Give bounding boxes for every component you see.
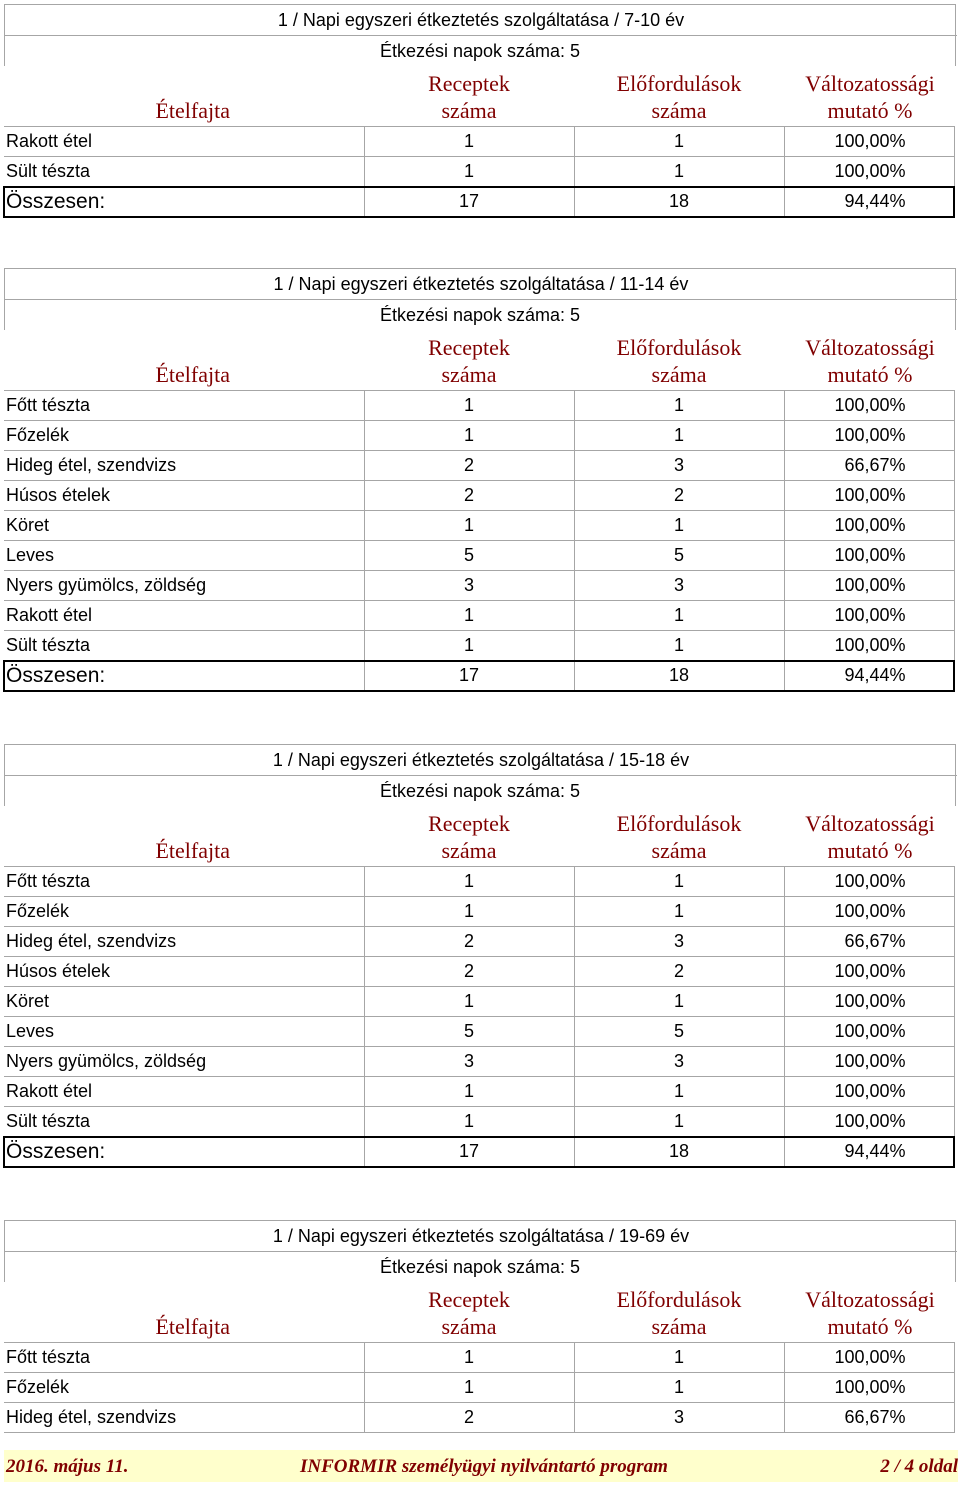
occurrences-cell: 2 [574,957,784,987]
variety-cell: 100,00% [784,1047,954,1077]
table-row [4,1017,954,1047]
table-row [4,927,954,957]
data-table [4,866,955,1167]
food-type-cell: Rakott étel [4,601,364,631]
variety-cell: 100,00% [784,1017,954,1047]
total-occurrences: 18 [574,1137,784,1167]
occurrences-cell: 1 [574,421,784,451]
total-recipes: 17 [364,661,574,691]
table-row [4,511,954,541]
column-headers [4,806,956,866]
table-row [4,987,954,1017]
food-type-cell: Hideg étel, szendvizs [4,1403,364,1433]
data-table [4,390,955,691]
occurrences-cell: 3 [574,1047,784,1077]
variety-cell: 100,00% [784,867,954,897]
total-recipes: 17 [364,1137,574,1167]
total-label: Összesen: [4,661,364,691]
occurrences-cell: 1 [574,987,784,1017]
total-recipes: 17 [364,187,574,217]
table-row [4,157,954,187]
header-recipes: Receptek száma [428,1287,510,1339]
table-row [4,541,954,571]
variety-cell: 100,00% [784,481,954,511]
recipes-cell: 1 [364,1373,574,1403]
occurrences-cell: 5 [574,541,784,571]
occurrences-cell: 1 [574,867,784,897]
table-row [4,1047,954,1077]
occurrences-cell: 1 [574,897,784,927]
total-row [4,661,954,691]
food-type-cell: Főtt tészta [4,391,364,421]
variety-cell: 100,00% [784,897,954,927]
meal-days-count: Étkezési napok száma: 5 [379,305,581,325]
variety-cell: 100,00% [784,421,954,451]
section-title-box [4,4,956,66]
food-type-cell: Húsos ételek [4,957,364,987]
occurrences-cell: 3 [574,571,784,601]
header-occurrences: Előfordulások száma [616,811,742,863]
recipes-cell: 5 [364,541,574,571]
column-headers [4,1282,956,1342]
table-row [4,127,954,157]
column-headers [4,330,956,390]
food-type-cell: Főzelék [4,897,364,927]
table-row [4,421,954,451]
variety-cell: 100,00% [784,1107,954,1137]
table-row [4,897,954,927]
table-row [4,631,954,661]
variety-cell: 100,00% [784,391,954,421]
recipes-cell: 3 [364,1047,574,1077]
recipes-cell: 2 [364,451,574,481]
total-variety: 94,44% [784,661,954,691]
recipes-cell: 2 [364,481,574,511]
variety-cell: 100,00% [784,511,954,541]
food-type-cell: Húsos ételek [4,481,364,511]
variety-cell: 100,00% [784,157,954,187]
variety-cell: 100,00% [784,1373,954,1403]
occurrences-cell: 1 [574,1373,784,1403]
total-row [4,1137,954,1167]
section-title: 1 / Napi egyszeri étkeztetés szolgáltatása / 15-18 év [5,745,957,776]
variety-cell: 100,00% [784,601,954,631]
recipes-cell: 1 [364,421,574,451]
header-food-type: Ételfajta [155,362,230,387]
section-title: 1 / Napi egyszeri étkeztetés szolgáltatása / 11-14 év [5,269,957,300]
food-type-cell: Hideg étel, szendvizs [4,927,364,957]
table-row [4,481,954,511]
recipes-cell: 1 [364,631,574,661]
recipes-cell: 3 [364,571,574,601]
variety-cell: 100,00% [784,1077,954,1107]
total-occurrences: 18 [574,661,784,691]
section-11-14 [4,268,956,691]
food-type-cell: Nyers gyümölcs, zöldség [4,1047,364,1077]
occurrences-cell: 2 [574,481,784,511]
data-table [4,1342,955,1433]
occurrences-cell: 3 [574,927,784,957]
table-row [4,1077,954,1107]
meal-days-count: Étkezési napok száma: 5 [379,1257,581,1277]
table-row [4,391,954,421]
occurrences-cell: 1 [574,1343,784,1373]
column-headers [4,66,956,126]
data-table [4,126,955,217]
variety-cell: 100,00% [784,1343,954,1373]
food-type-cell: Főtt tészta [4,867,364,897]
food-type-cell: Főtt tészta [4,1343,364,1373]
print-date: 2016. május 11. [6,1456,129,1477]
page-footer [4,1450,958,1482]
food-type-cell: Rakott étel [4,127,364,157]
total-row [4,187,954,217]
table-row [4,571,954,601]
header-occurrences: Előfordulások száma [616,335,742,387]
table-row [4,451,954,481]
food-type-cell: Hideg étel, szendvizs [4,451,364,481]
table-row [4,1373,954,1403]
header-variety: Változatossági mutató % [805,811,935,863]
occurrences-cell: 3 [574,1403,784,1433]
occurrences-cell: 1 [574,1077,784,1107]
recipes-cell: 2 [364,927,574,957]
header-occurrences: Előfordulások száma [616,1287,742,1339]
food-type-cell: Leves [4,541,364,571]
recipes-cell: 1 [364,157,574,187]
recipes-cell: 1 [364,1107,574,1137]
food-type-cell: Leves [4,1017,364,1047]
header-food-type: Ételfajta [155,838,230,863]
occurrences-cell: 3 [574,451,784,481]
table-row [4,1107,954,1137]
occurrences-cell: 1 [574,1107,784,1137]
food-type-cell: Rakott étel [4,1077,364,1107]
page-number: 2 / 4 oldal [880,1456,958,1477]
section-15-18 [4,744,956,1167]
occurrences-cell: 1 [574,631,784,661]
header-occurrences: Előfordulások száma [616,71,742,123]
header-recipes: Receptek száma [428,811,510,863]
recipes-cell: 1 [364,127,574,157]
table-row [4,601,954,631]
meal-days-count: Étkezési napok száma: 5 [379,41,581,61]
occurrences-cell: 1 [574,511,784,541]
recipes-cell: 5 [364,1017,574,1047]
table-row [4,1403,954,1433]
section-7-10 [4,4,956,217]
total-label: Összesen: [4,1137,364,1167]
variety-cell: 100,00% [784,571,954,601]
header-variety: Változatossági mutató % [805,335,935,387]
section-title: 1 / Napi egyszeri étkeztetés szolgáltatása / 19-69 év [5,1221,957,1252]
recipes-cell: 1 [364,1343,574,1373]
meal-days-count: Étkezési napok száma: 5 [379,781,581,801]
header-recipes: Receptek száma [428,335,510,387]
food-type-cell: Főzelék [4,421,364,451]
recipes-cell: 2 [364,1403,574,1433]
food-type-cell: Sült tészta [4,1107,364,1137]
occurrences-cell: 1 [574,601,784,631]
variety-cell: 66,67% [784,927,954,957]
total-variety: 94,44% [784,187,954,217]
section-19-69 [4,1220,956,1433]
table-row [4,867,954,897]
occurrences-cell: 1 [574,127,784,157]
variety-cell: 100,00% [784,631,954,661]
header-recipes: Receptek száma [428,71,510,123]
occurrences-cell: 5 [574,1017,784,1047]
recipes-cell: 1 [364,897,574,927]
recipes-cell: 1 [364,867,574,897]
table-row [4,1343,954,1373]
variety-cell: 100,00% [784,127,954,157]
section-title-box [4,1220,956,1282]
table-row [4,957,954,987]
total-variety: 94,44% [784,1137,954,1167]
variety-cell: 66,67% [784,1403,954,1433]
food-type-cell: Köret [4,987,364,1017]
recipes-cell: 2 [364,957,574,987]
variety-cell: 100,00% [784,987,954,1017]
header-variety: Változatossági mutató % [805,1287,935,1339]
food-type-cell: Sült tészta [4,631,364,661]
header-food-type: Ételfajta [155,1314,230,1339]
occurrences-cell: 1 [574,157,784,187]
variety-cell: 100,00% [784,957,954,987]
section-title: 1 / Napi egyszeri étkeztetés szolgáltatása / 7-10 év [5,5,957,36]
food-type-cell: Köret [4,511,364,541]
header-variety: Változatossági mutató % [805,71,935,123]
occurrences-cell: 1 [574,391,784,421]
variety-cell: 66,67% [784,451,954,481]
recipes-cell: 1 [364,1077,574,1107]
section-title-box [4,268,956,330]
recipes-cell: 1 [364,391,574,421]
header-food-type: Ételfajta [155,98,230,123]
program-name: INFORMIR személyügyi nyilvántartó program [300,1456,668,1477]
recipes-cell: 1 [364,987,574,1017]
total-occurrences: 18 [574,187,784,217]
total-label: Összesen: [4,187,364,217]
section-title-box [4,744,956,806]
variety-cell: 100,00% [784,541,954,571]
food-type-cell: Sült tészta [4,157,364,187]
recipes-cell: 1 [364,601,574,631]
food-type-cell: Főzelék [4,1373,364,1403]
food-type-cell: Nyers gyümölcs, zöldség [4,571,364,601]
recipes-cell: 1 [364,511,574,541]
